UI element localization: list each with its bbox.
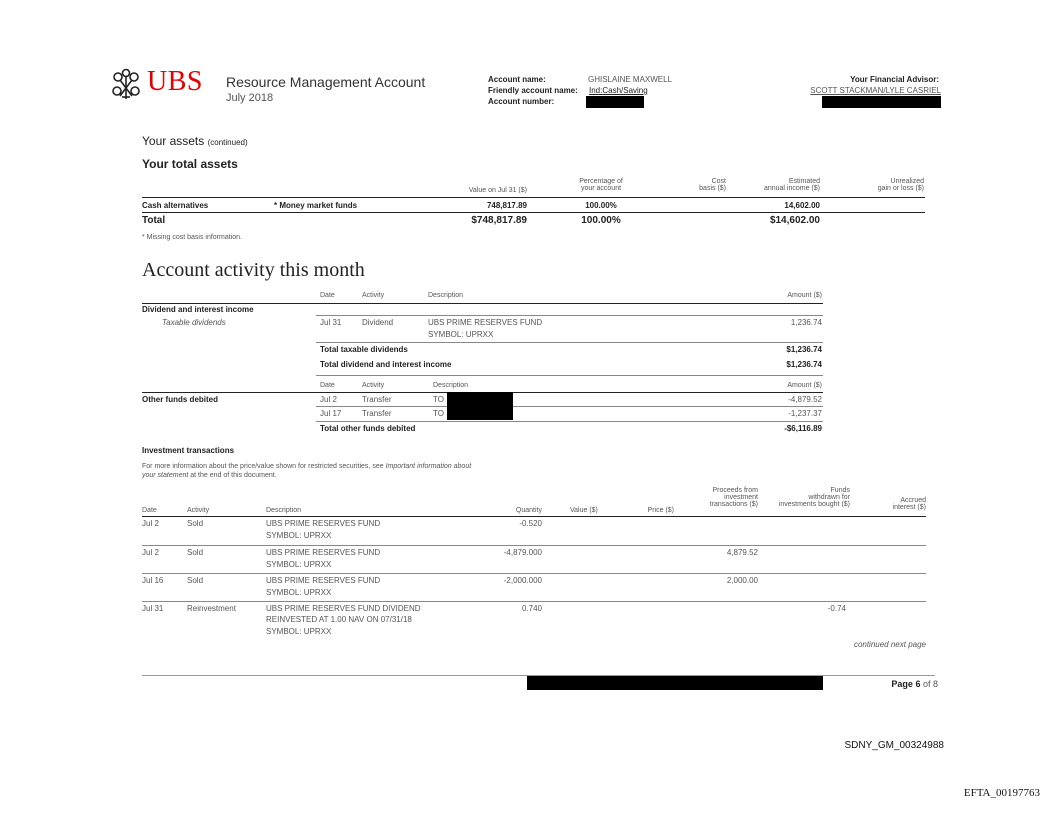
inv-proceeds: 2,000.00 [726, 576, 758, 585]
advisor-label: Your Financial Advisor: [850, 75, 939, 84]
inv-activity: Sold [187, 576, 204, 585]
inv-col-value: Value ($) [570, 507, 598, 514]
continued-next-page: continued next page [853, 640, 926, 649]
debit-desc: TO [433, 395, 444, 404]
inv-desc-1: UBS PRIME RESERVES FUND [266, 519, 381, 528]
assets-header-rule [142, 197, 925, 198]
inv-activity: Sold [187, 519, 204, 528]
col-income-header [764, 178, 820, 192]
inv-desc-2: REINVESTED AT 1.00 NAV ON 07/31/18 [266, 615, 412, 624]
inv-quantity: 0.740 [521, 604, 542, 613]
inv-date: Jul 31 [142, 604, 164, 613]
debit-total-rule [316, 421, 823, 422]
col-pct-header [560, 178, 642, 192]
div-amount: 1,236.74 [790, 318, 822, 327]
proceeds-line3: transactions ($) [709, 501, 758, 508]
note-text-2a: your statement [142, 472, 189, 479]
inv-desc-2: SYMBOL: UPRXX [266, 588, 332, 597]
inv-row-rule [142, 573, 926, 574]
inv-col-date: Date [142, 507, 157, 514]
note-text-2b: at the end of this document. [188, 472, 277, 479]
inv-quantity: -2,000.000 [503, 576, 542, 585]
funds-line1: Funds [830, 487, 850, 494]
page-label: Page [891, 679, 913, 689]
total-other-value: -$6,116.89 [784, 424, 822, 433]
inv-col-quantity: Quantity [515, 507, 542, 514]
taxable-dividends-label: Taxable dividends [162, 318, 226, 327]
inv-col-description: Description [266, 507, 302, 514]
redaction-account-number [586, 96, 644, 108]
dividend-section-label: Dividend and interest income [142, 305, 254, 314]
total-taxable-label: Total taxable dividends [320, 345, 408, 354]
col-pct-line2: your account [580, 185, 622, 192]
div-total-rule [316, 342, 823, 343]
dividend-rule [316, 315, 823, 316]
bates-number: SDNY_GM_00324988 [844, 740, 944, 751]
friendly-name-link[interactable]: Ind:Cash/Saving [589, 86, 648, 95]
inv-row-rule [142, 545, 926, 546]
account-name-label: Account name: [488, 75, 546, 84]
div-desc-2: SYMBOL: UPRXX [428, 330, 494, 339]
total-div-label: Total dividend and interest income [320, 360, 452, 369]
activity-title: Account activity this month [142, 259, 365, 281]
debit-activity: Transfer [362, 395, 392, 404]
assets-total-pct: 100.00% [581, 215, 621, 226]
debit-date: Jul 2 [320, 395, 337, 404]
account-number-label: Account number: [488, 97, 555, 106]
inv-funds: -0.74 [827, 604, 846, 613]
div-date: Jul 31 [320, 318, 342, 327]
inv-activity: Sold [187, 548, 204, 557]
other-col-amount: Amount ($) [787, 382, 822, 389]
redaction-advisor [822, 96, 941, 108]
inv-desc-1: UBS PRIME RESERVES FUND [266, 548, 381, 557]
friendly-name-label: Friendly account name: [488, 86, 578, 95]
inv-date: Jul 16 [142, 576, 164, 585]
assets-total-income: $14,602.00 [769, 215, 820, 226]
total-taxable-value: $1,236.74 [786, 345, 822, 354]
other-funds-label: Other funds debited [142, 395, 218, 404]
debit-activity: Transfer [362, 409, 392, 418]
inv-row-rule [142, 601, 926, 602]
inv-desc-1: UBS PRIME RESERVES FUND DIVIDEND [266, 604, 421, 613]
funds-line3: investments bought ($) [778, 501, 850, 508]
col-gain-header [878, 178, 924, 192]
inv-desc-3: SYMBOL: UPRXX [266, 627, 332, 636]
efta-number: EFTA_00197763 [963, 787, 1040, 799]
ubs-keys-icon [108, 68, 144, 102]
advisor-value: SCOTT STACKMAN/LYLE CASRIEL [810, 86, 941, 95]
page-indicator [891, 679, 938, 689]
debit-amount: -1,237.37 [788, 409, 822, 418]
investments-title: Investment transactions [142, 446, 235, 455]
accrued-line2: interest ($) [892, 504, 926, 511]
debit-amount: -4,879.52 [788, 395, 822, 404]
proceeds-line2: investment [724, 494, 758, 501]
other-col-description: Description [433, 382, 469, 389]
col-gain-line1: Unrealized [890, 178, 924, 185]
total-other-label: Total other funds debited [320, 424, 416, 433]
account-name-value: GHISLAINE MAXWELL [588, 75, 673, 84]
inv-col-funds [779, 487, 850, 508]
assets-total-label: Total [142, 215, 166, 226]
assets-title-text: Your assets [142, 134, 205, 148]
redaction-transfer-recipient [447, 392, 513, 420]
activity-col-date: Date [320, 292, 335, 299]
proceeds-line1: Proceeds from [712, 487, 758, 494]
investments-note-line2 [142, 472, 277, 479]
other-col-date: Date [320, 382, 335, 389]
inv-desc-2: SYMBOL: UPRXX [266, 531, 332, 540]
assets-row-rule [142, 212, 925, 213]
activity-col-amount: Amount ($) [787, 292, 822, 299]
statement-title: Resource Management Account [226, 74, 426, 90]
assets-row-category: Cash alternatives [142, 201, 209, 210]
inv-col-price: Price ($) [647, 507, 674, 514]
inv-header-rule [142, 516, 926, 517]
col-cost-line1: Cost [711, 178, 726, 185]
redaction-footer [527, 676, 823, 690]
div-desc-1: UBS PRIME RESERVES FUND [428, 318, 543, 327]
note-text-1b: Important information about [385, 463, 472, 470]
debit-desc: TO [433, 409, 444, 418]
page-of: of 8 [922, 679, 938, 689]
debit-row-rule [316, 406, 823, 407]
other-col-activity: Activity [362, 382, 385, 389]
inv-activity: Reinvestment [187, 604, 236, 613]
page-number: 6 [915, 679, 921, 689]
assets-title-suffix: (continued) [207, 138, 248, 147]
statement-period: July 2018 [226, 92, 274, 104]
inv-col-accrued [893, 497, 926, 511]
div-activity: Dividend [362, 318, 394, 327]
ubs-logo-text: UBS [147, 66, 203, 97]
inv-quantity: -0.520 [519, 519, 542, 528]
assets-footnote: * Missing cost basis information. [142, 234, 242, 241]
inv-date: Jul 2 [142, 548, 159, 557]
assets-row-type: * Money market funds [274, 201, 358, 210]
total-div-value: $1,236.74 [786, 360, 822, 369]
accrued-line1: Accrued [900, 497, 926, 504]
funds-line2: withdrawn for [808, 494, 850, 501]
other-funds-header-rule-top [316, 375, 823, 376]
inv-proceeds: 4,879.52 [726, 548, 758, 557]
activity-col-activity: Activity [362, 292, 385, 299]
col-value-header: Value on Jul 31 ($) [468, 187, 527, 194]
debit-date: Jul 17 [320, 409, 342, 418]
inv-quantity: -4,879.000 [503, 548, 542, 557]
ubs-logo [108, 66, 203, 102]
assets-section-title [142, 134, 248, 148]
inv-date: Jul 2 [142, 519, 159, 528]
assets-row-value: 748,817.89 [486, 201, 527, 210]
col-income-line2: annual income ($) [763, 185, 820, 192]
activity-col-description: Description [428, 292, 464, 299]
total-assets-title: Your total assets [142, 157, 238, 171]
note-text-1a: For more information about the price/value shown for restricted securities, see [142, 463, 386, 470]
col-income-line1: Estimated [788, 178, 820, 185]
assets-total-value: $748,817.89 [471, 215, 527, 226]
inv-col-proceeds [710, 487, 758, 508]
col-cost-header [699, 178, 726, 192]
col-cost-line2: basis ($) [699, 185, 726, 192]
col-gain-line2: gain or loss ($) [877, 185, 924, 192]
inv-desc-2: SYMBOL: UPRXX [266, 560, 332, 569]
col-pct-line1: Percentage of [579, 178, 623, 185]
assets-row-income: 14,602.00 [784, 201, 820, 210]
investments-note-line1 [142, 463, 471, 470]
activity-header-rule [142, 303, 823, 304]
inv-col-activity: Activity [187, 507, 210, 514]
assets-row-pct: 100.00% [585, 201, 617, 210]
inv-desc-1: UBS PRIME RESERVES FUND [266, 576, 381, 585]
